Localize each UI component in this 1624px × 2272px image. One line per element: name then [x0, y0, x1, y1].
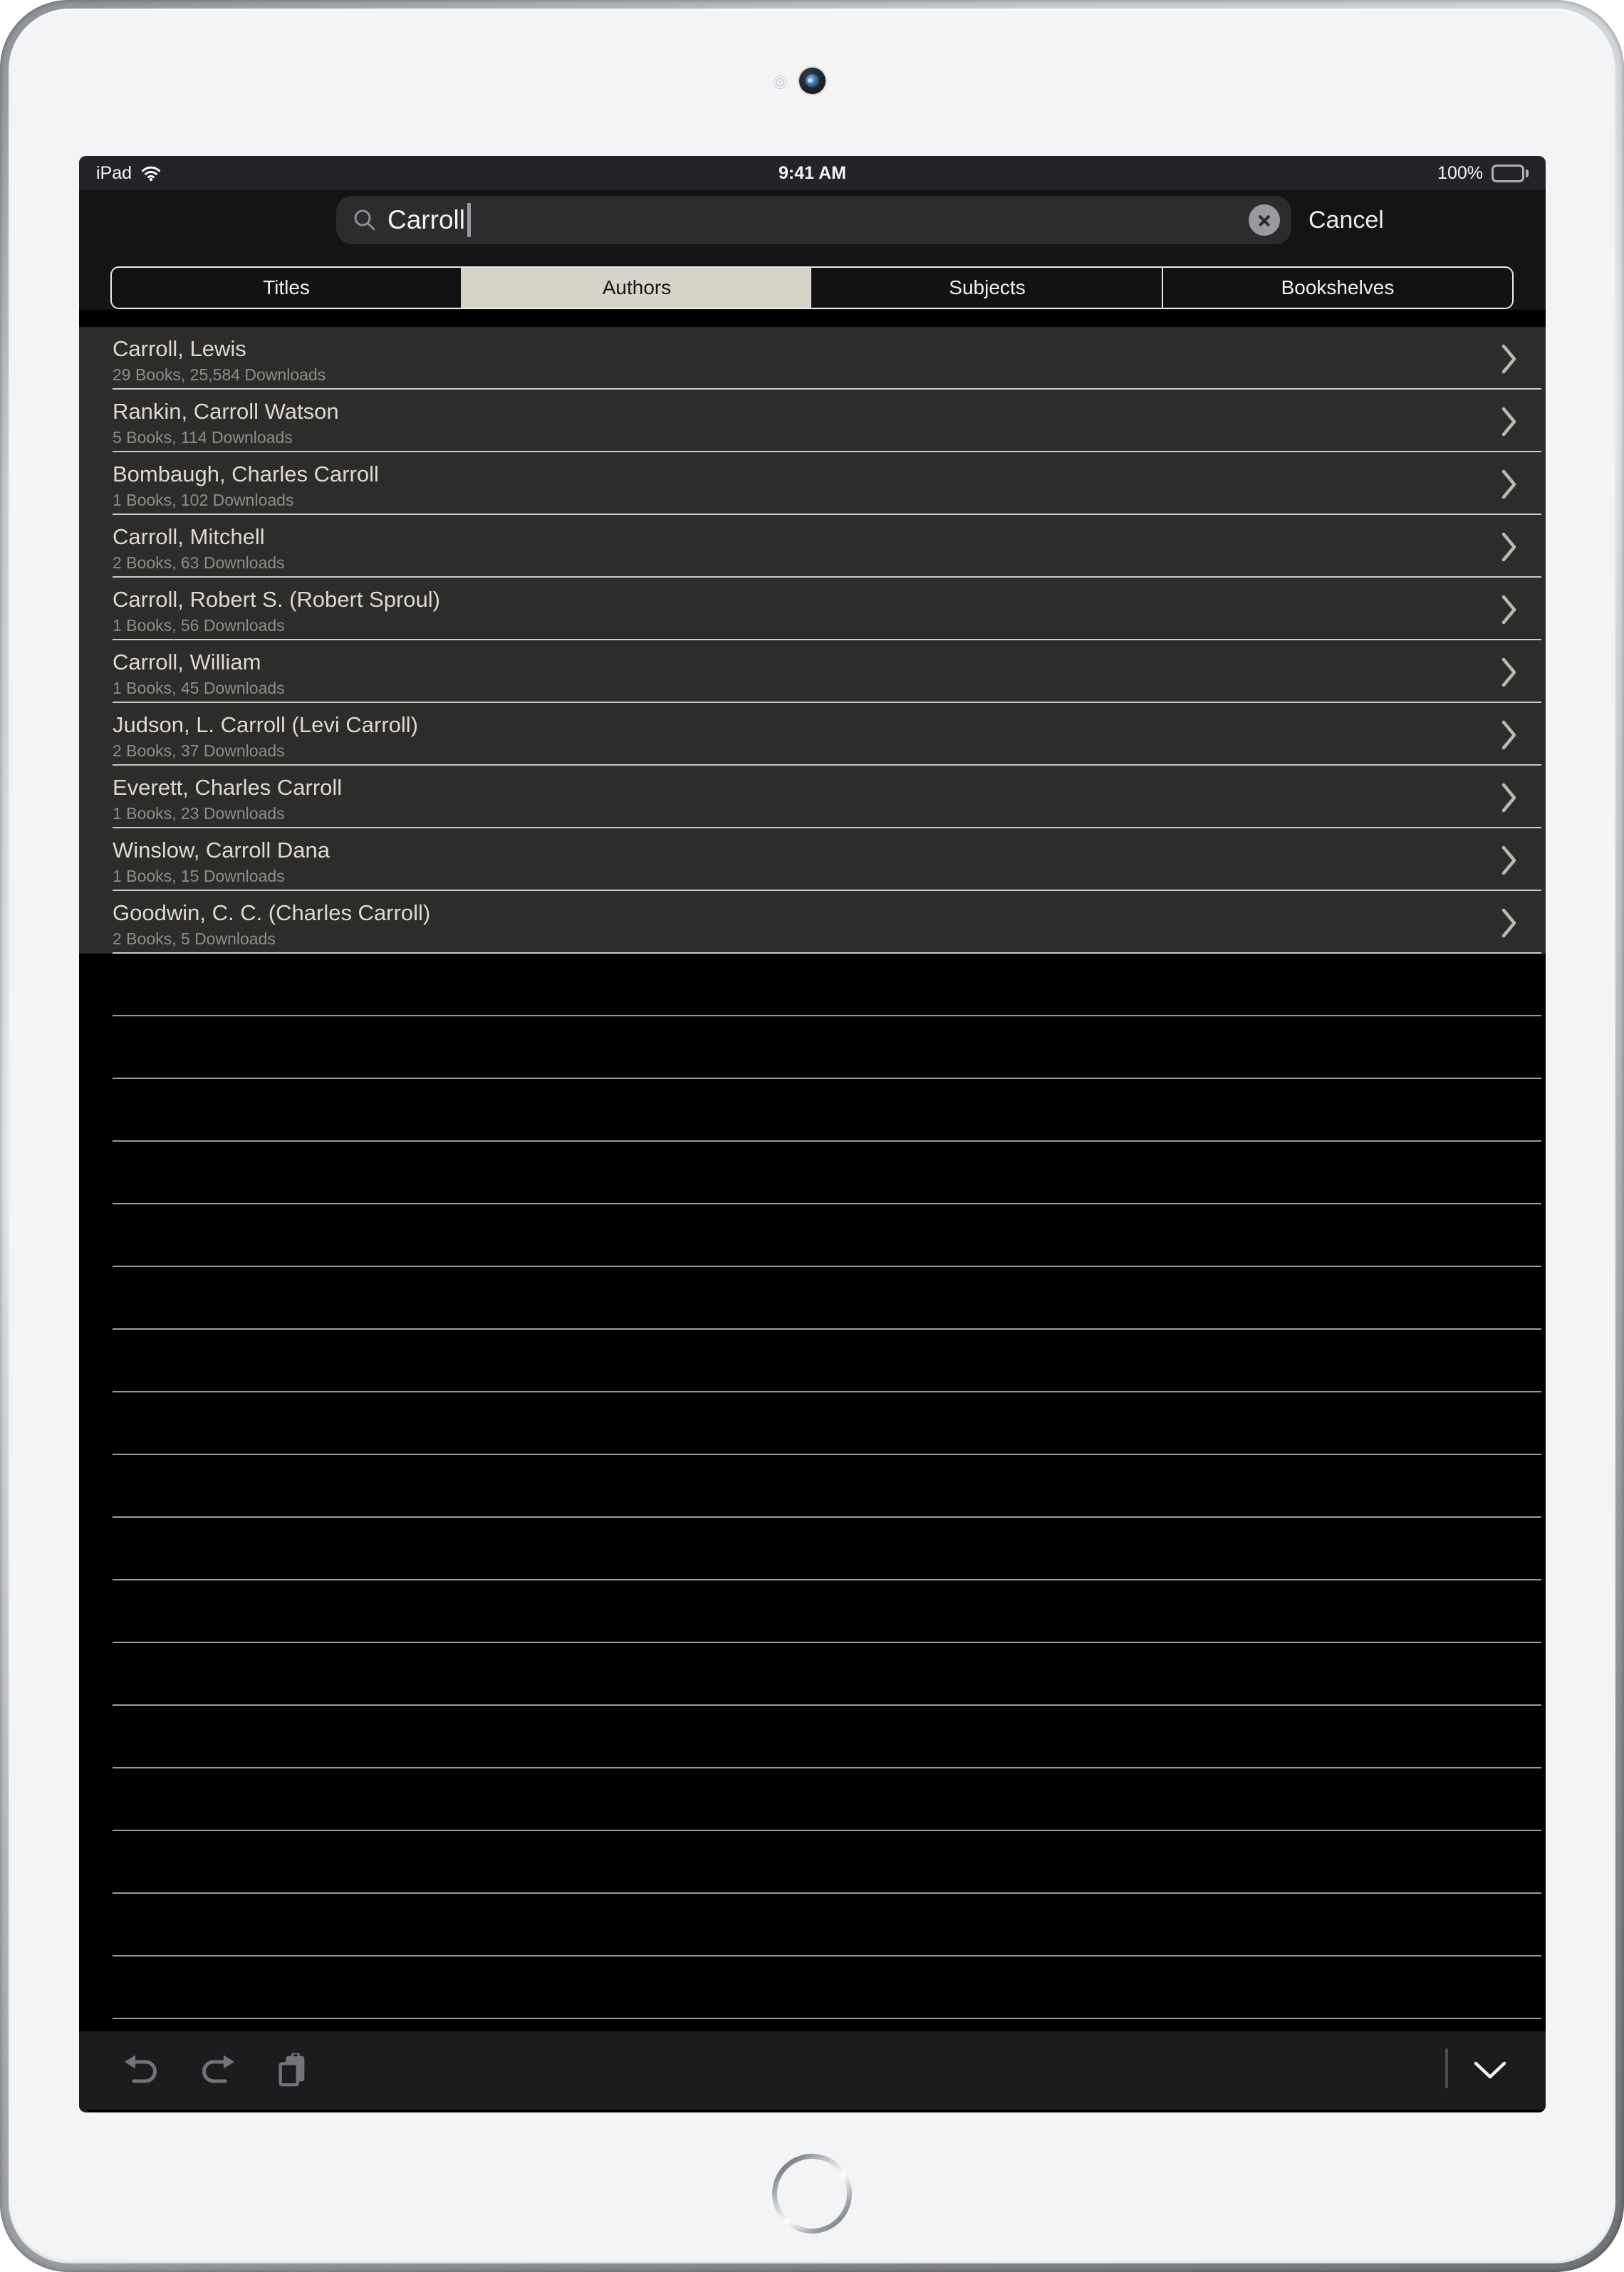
empty-list-row: [79, 1455, 1546, 1518]
empty-list-row: [79, 1643, 1546, 1706]
chevron-right-icon: [1501, 783, 1517, 813]
search-query-text: Carroll: [387, 205, 465, 234]
author-name: Winslow, Carroll Dana: [113, 838, 330, 863]
paste-icon[interactable]: [274, 2052, 311, 2089]
scope-tab[interactable]: [1162, 268, 1512, 308]
author-stats: 2 Books, 63 Downloads: [113, 553, 285, 572]
chevron-right-icon: [1501, 657, 1517, 687]
author-stats: 1 Books, 45 Downloads: [113, 679, 285, 697]
chevron-right-icon: [1501, 407, 1517, 437]
empty-list-row: [79, 1706, 1546, 1768]
author-result-row[interactable]: [79, 640, 1546, 703]
empty-list-row: [79, 1392, 1546, 1455]
status-bar: [79, 156, 1546, 190]
scope-tab[interactable]: [112, 268, 461, 308]
empty-list-row: [79, 1142, 1546, 1204]
author-result-row[interactable]: [79, 515, 1546, 578]
scope-tab-label: Titles: [263, 276, 310, 298]
empty-list-row: [79, 1518, 1546, 1580]
author-stats: 1 Books, 23 Downloads: [113, 804, 285, 823]
empty-list-row: [79, 1016, 1546, 1079]
scope-tab-label: Subjects: [949, 276, 1026, 298]
author-results: [79, 327, 1546, 954]
scope-tab-label: Authors: [602, 276, 672, 298]
author-result-row[interactable]: [79, 452, 1546, 515]
author-stats: 1 Books, 15 Downloads: [113, 867, 285, 885]
author-name: Carroll, William: [113, 650, 261, 674]
empty-rows: [79, 954, 1546, 2019]
empty-list-row: [79, 954, 1546, 1016]
author-name: Judson, L. Carroll (Levi Carroll): [113, 712, 418, 737]
battery-percent-label: 100%: [1437, 162, 1483, 183]
ambient-light-sensor: [774, 75, 787, 89]
screen: [79, 156, 1546, 2112]
scope-tab-label: Bookshelves: [1281, 276, 1395, 298]
author-result-row[interactable]: [79, 891, 1546, 954]
front-camera: [799, 68, 826, 94]
scope-tab[interactable]: [811, 268, 1162, 308]
author-stats: 2 Books, 5 Downloads: [113, 929, 276, 948]
author-name: Everett, Charles Carroll: [113, 775, 343, 800]
toolbar-divider: [1445, 2048, 1448, 2088]
clear-search-icon[interactable]: [1249, 204, 1280, 236]
undo-icon[interactable]: [123, 2052, 160, 2089]
redo-icon[interactable]: [199, 2052, 236, 2089]
author-result-row[interactable]: [79, 703, 1546, 766]
author-name: Rankin, Carroll Watson: [113, 399, 339, 424]
search-input[interactable]: [336, 196, 1291, 244]
author-name: Bombaugh, Charles Carroll: [113, 462, 379, 486]
results-list: [79, 310, 1546, 2031]
author-result-row[interactable]: [79, 578, 1546, 640]
empty-list-row: [79, 1580, 1546, 1643]
chevron-right-icon: [1501, 532, 1517, 562]
author-result-row[interactable]: [79, 766, 1546, 828]
search-header: [79, 190, 1546, 310]
author-stats: 5 Books, 114 Downloads: [113, 428, 293, 447]
author-name: Goodwin, C. C. (Charles Carroll): [113, 900, 431, 925]
empty-list-row: [79, 1956, 1546, 2019]
chevron-right-icon: [1501, 845, 1517, 875]
clock: 9:41 AM: [779, 162, 846, 183]
empty-list-row: [79, 1831, 1546, 1894]
author-stats: 2 Books, 37 Downloads: [113, 741, 285, 760]
keyboard-shortcut-bar: [79, 2031, 1546, 2110]
search-icon: [352, 207, 378, 233]
home-button[interactable]: [772, 2154, 852, 2234]
chevron-right-icon: [1501, 908, 1517, 938]
empty-list-row: [79, 1079, 1546, 1142]
author-name: Carroll, Mitchell: [113, 524, 265, 549]
chevron-right-icon: [1501, 469, 1517, 499]
author-stats: 1 Books, 56 Downloads: [113, 616, 285, 635]
author-name: Carroll, Lewis: [113, 336, 246, 361]
empty-list-row: [79, 1768, 1546, 1831]
scope-tab[interactable]: [461, 268, 811, 308]
empty-list-row: [79, 1330, 1546, 1392]
carrier-label: iPad: [96, 162, 132, 183]
chevron-right-icon: [1501, 720, 1517, 750]
chevron-right-icon: [1501, 595, 1517, 625]
empty-list-row: [79, 1267, 1546, 1330]
author-result-row[interactable]: [79, 828, 1546, 891]
author-stats: 29 Books, 25,584 Downloads: [113, 365, 326, 384]
text-cursor: [467, 203, 471, 237]
empty-list-row: [79, 1204, 1546, 1267]
author-result-row[interactable]: [79, 327, 1546, 390]
cancel-button[interactable]: Cancel: [1308, 206, 1384, 234]
empty-list-row: [79, 1894, 1546, 1956]
author-stats: 1 Books, 102 Downloads: [113, 491, 294, 509]
dismiss-keyboard-icon[interactable]: [1472, 2053, 1508, 2088]
author-result-row[interactable]: [79, 390, 1546, 452]
chevron-right-icon: [1501, 344, 1517, 374]
search-scope-tabs: [110, 266, 1514, 309]
author-name: Carroll, Robert S. (Robert Sproul): [113, 587, 440, 612]
